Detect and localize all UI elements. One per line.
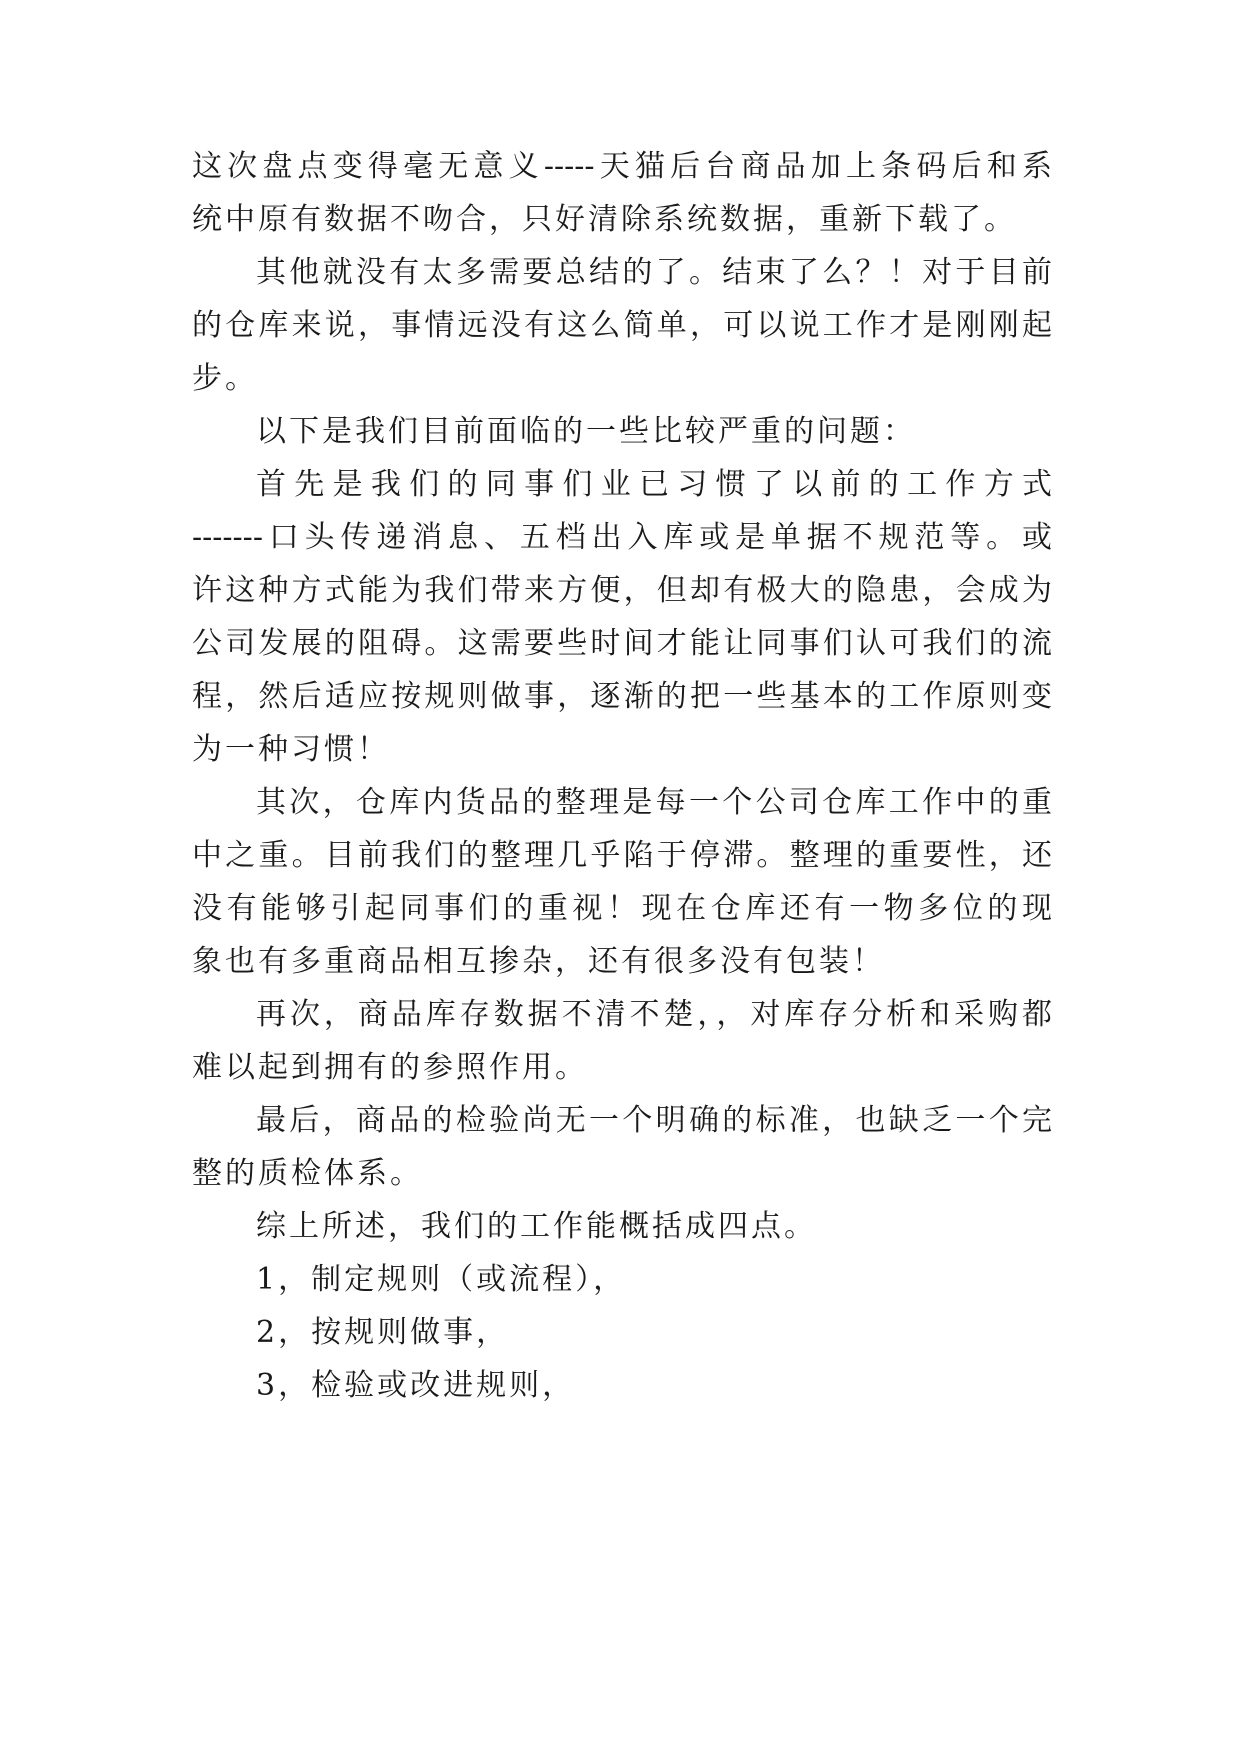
text-line: 综上所述，我们的工作能概括成四点。	[256, 1209, 817, 1244]
text-line: 程，然后适应按规则做事，逐渐的把一些基本的工作原则变	[192, 679, 1052, 714]
text-line: 最后，商品的检验尚无一个明确的标准，也缺乏一个完	[256, 1103, 1052, 1138]
text-line: 的仓库来说，事情远没有这么简单，可以说工作才是刚刚起	[192, 308, 1052, 343]
text-line: 首先是我们的同事们业已习惯了以前的工作方式	[256, 467, 1052, 502]
text-line: 步。	[192, 361, 258, 396]
list-item: 3，检验或改进规则，	[256, 1368, 576, 1403]
text-line: -------口头传递消息、五档出入库或是单据不规范等。或	[192, 520, 1052, 555]
list-item: 1，制定规则（或流程），	[256, 1262, 627, 1297]
text-line: 其次，仓库内货品的整理是每一个公司仓库工作中的重	[256, 785, 1052, 820]
text-line: 象也有多重商品相互掺杂，还有很多没有包装！	[192, 944, 885, 979]
text-line: 再次，商品库存数据不清不楚，，对库存分析和采购都	[256, 997, 1052, 1032]
text-line: 整的质检体系。	[192, 1156, 423, 1191]
text-line: 许这种方式能为我们带来方便，但却有极大的隐患，会成为	[192, 573, 1052, 608]
text-line: 统中原有数据不吻合，只好清除系统数据，重新下载了。	[192, 202, 1017, 237]
text-line: 中之重。目前我们的整理几乎陷于停滞。整理的重要性，还	[192, 838, 1052, 873]
text-line: 没有能够引起同事们的重视！现在仓库还有一物多位的现	[192, 891, 1052, 926]
list-item: 2，按规则做事，	[256, 1315, 510, 1350]
text-line: 为一种习惯！	[192, 732, 390, 767]
text-line: 这次盘点变得毫无意义-----天猫后台商品加上条码后和系	[192, 149, 1052, 184]
text-line: 公司发展的阻碍。这需要些时间才能让同事们认可我们的流	[192, 626, 1052, 661]
text-line: 其他就没有太多需要总结的了。结束了么？！对于目前	[256, 255, 1052, 290]
text-line: 以下是我们目前面临的一些比较严重的问题：	[256, 414, 916, 449]
text-line: 难以起到拥有的参照作用。	[192, 1050, 588, 1085]
